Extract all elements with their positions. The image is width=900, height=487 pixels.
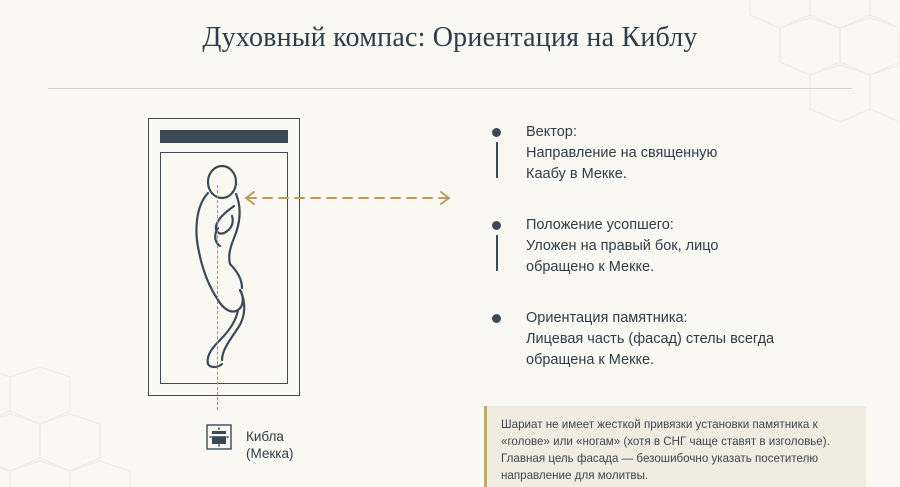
bullet-connector-line: [496, 142, 498, 178]
kibla-caption-line2: (Мекка): [246, 446, 294, 461]
kibla-caption-line1: Кибла: [246, 429, 284, 444]
bullet-title: Вектор:: [526, 124, 577, 140]
list-item: [492, 122, 882, 185]
bullet-list: [492, 122, 882, 397]
note-line1: Шариат не имеет жесткой привязки установки памятника к: [501, 418, 818, 431]
bullet-dot-icon: [492, 128, 501, 137]
bullet-text-line2: обращена к Мекке.: [526, 352, 655, 368]
bullet-text-line1: Направление на священную: [526, 145, 718, 161]
bullet-text-line1: Уложен на правый бок, лицо: [526, 238, 719, 254]
bullet-title: Ориентация памятника:: [526, 310, 688, 326]
bullet-dot-icon: [492, 314, 501, 323]
note-line4: направление для молитвы.: [501, 469, 649, 482]
bullet-dot-icon: [492, 221, 501, 230]
bullet-title: Положение усопшего:: [526, 217, 674, 233]
kibla-caption: [246, 428, 294, 462]
bullet-text-line2: обращено к Мекке.: [526, 259, 655, 275]
kaaba-icon: [206, 424, 232, 450]
note-line3: Главная цель фасада — безошибочно указать посетителю: [501, 452, 819, 465]
list-item: [492, 308, 882, 371]
list-item: [492, 215, 882, 278]
note-callout: [484, 406, 866, 487]
grave-headstone-bar: [160, 130, 288, 143]
page-title: Духовный компас: Ориентация на Киблу: [202, 22, 698, 53]
direction-arrow-to-qibla: [235, 190, 460, 206]
note-line2: «голове» или «ногам» (хотя в СНГ чаще ставят в изголовье).: [501, 435, 830, 448]
bullet-connector-line: [496, 235, 498, 271]
vertical-dashed-axis: [217, 185, 219, 410]
title-divider: [48, 88, 852, 89]
bullet-text-line2: Каабу в Мекке.: [526, 166, 627, 182]
bullet-text-line1: Лицевая часть (фасад) стелы всегда: [526, 331, 775, 347]
